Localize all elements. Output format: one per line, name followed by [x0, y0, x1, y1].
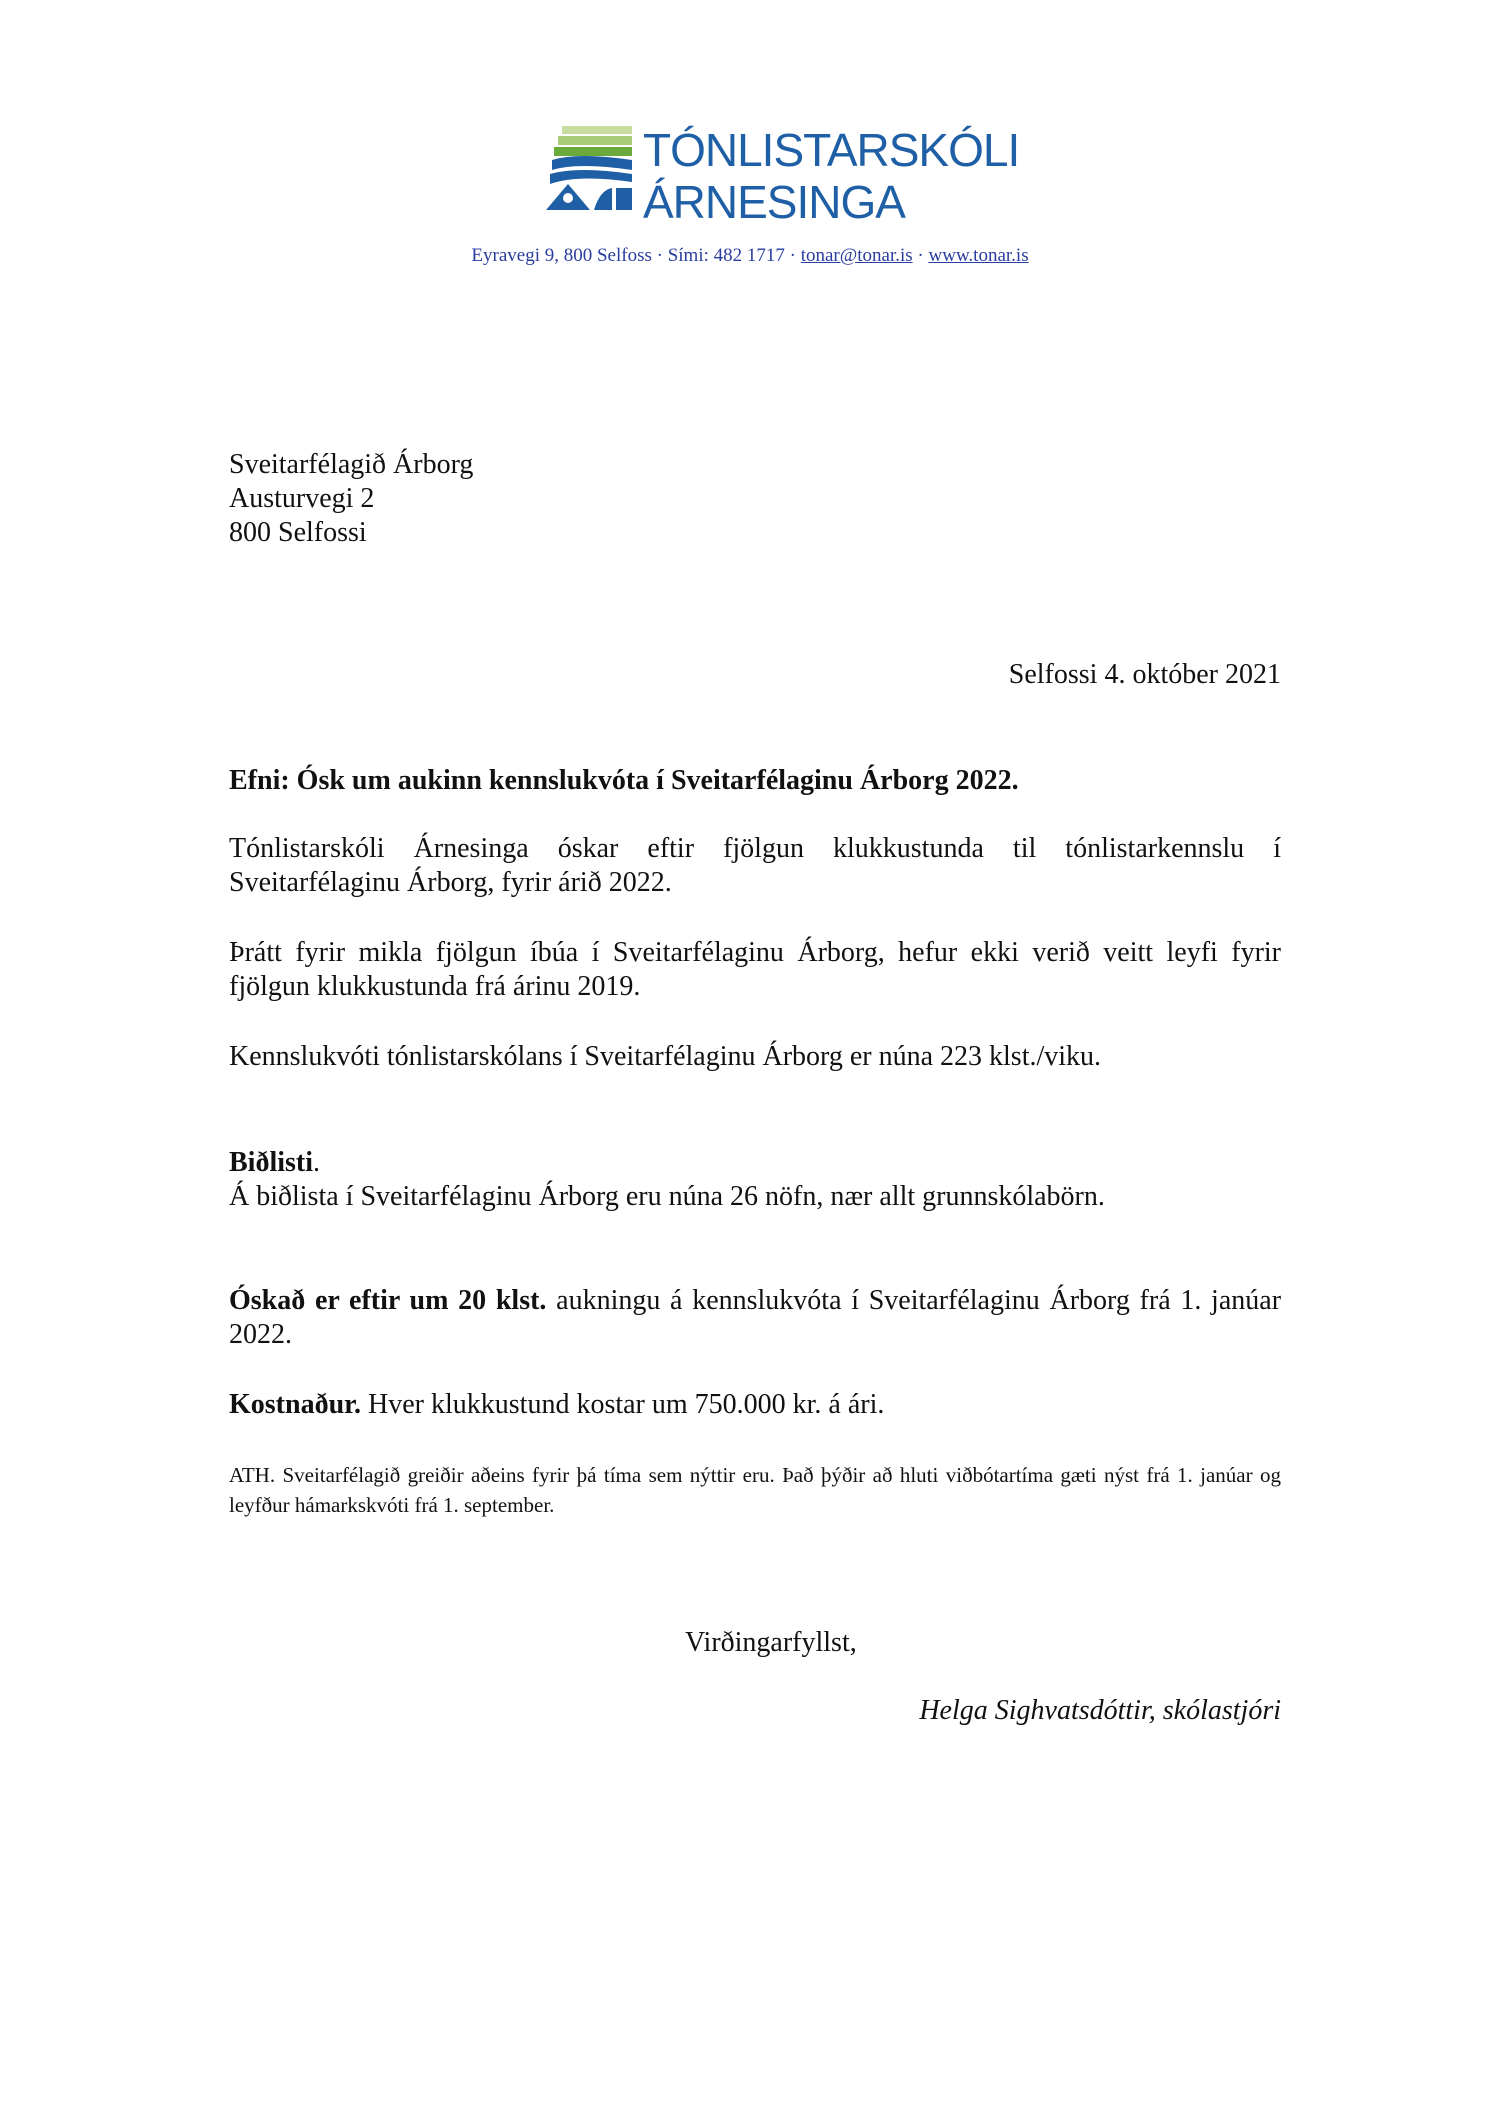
waitlist-heading-line	[229, 1146, 320, 1180]
paragraph-requested-increase	[229, 1284, 1281, 1352]
subject-line: Efni: Ósk um aukinn kennslukvóta í Sveitarfélaginu Árborg 2022.	[229, 765, 1019, 796]
logo-line-2: ÁRNESINGA	[643, 176, 905, 228]
waitlist-text: Á biðlista í Sveitarfélaginu Árborg eru núna 26 nöfn, nær allt grunnskólabörn.	[229, 1181, 1105, 1212]
paragraph-cost	[229, 1388, 884, 1422]
waitlist-heading-period: .	[313, 1147, 321, 1178]
paragraph-current-quota: Kennslukvóti tónlistarskólans í Sveitarfélaginu Árborg er núna 223 klst./viku.	[229, 1041, 1102, 1072]
contact-website-link[interactable]: www.tonar.is	[928, 245, 1029, 266]
recipient-name: Sveitarfélagið Árborg	[229, 449, 474, 480]
cost-bold: Kostnaður.	[229, 1389, 362, 1420]
contact-address: Eyravegi 9, 800 Selfoss · Sími: 482 1717 ·	[471, 245, 796, 266]
waitlist-heading: Biðlisti	[229, 1147, 314, 1178]
closing-line: Virðingarfyllst,	[685, 1627, 857, 1658]
contact-email-link[interactable]: tonar@tonar.is	[800, 245, 913, 266]
paragraph-population: Þrátt fyrir mikla fjölgun íbúa í Sveitarfélaginu Árborg, hefur ekki verið veitt leyfi fyrir fjölgun klukkustunda frá árinu 2019.	[229, 937, 1281, 1002]
signature-name: Helga Sighvatsdóttir, skólastjóri	[919, 1695, 1281, 1726]
letter-date: Selfossi 4. október 2021	[1008, 659, 1281, 690]
contact-separator: ·	[917, 245, 924, 266]
cost-text: Hver klukkustund kostar um 750.000 kr. á ári.	[361, 1389, 885, 1420]
recipient-city: 800 Selfossi	[229, 517, 367, 548]
contact-line	[0, 245, 1500, 267]
request-bold: Óskað er eftir um 20 klst.	[229, 1285, 547, 1316]
request-text: aukningu á kennslukvóta í Sveitarfélaginu Árborg frá 1. janúar 2022.	[229, 1285, 1282, 1350]
recipient-street: Austurvegi 2	[229, 483, 375, 514]
school-logo	[538, 118, 1020, 228]
logo-line-1: TÓNLISTARSKÓLI	[643, 124, 1020, 176]
paragraph-request-intro: Tónlistarskóli Árnesinga óskar eftir fjölgun klukkustunda til tónlistarkennslu í Sveitarfélaginu Árborg, fyrir árið 2022.	[229, 833, 1281, 898]
school-emblem-icon	[538, 118, 638, 218]
note-paragraph: ATH. Sveitarfélagið greiðir aðeins fyrir þá tíma sem nýttir eru. Það þýðir að hluti viðbótartíma gæti nýst frá 1. janúar og leyfður hámarkskvóti frá 1. september.	[229, 1463, 1281, 1517]
